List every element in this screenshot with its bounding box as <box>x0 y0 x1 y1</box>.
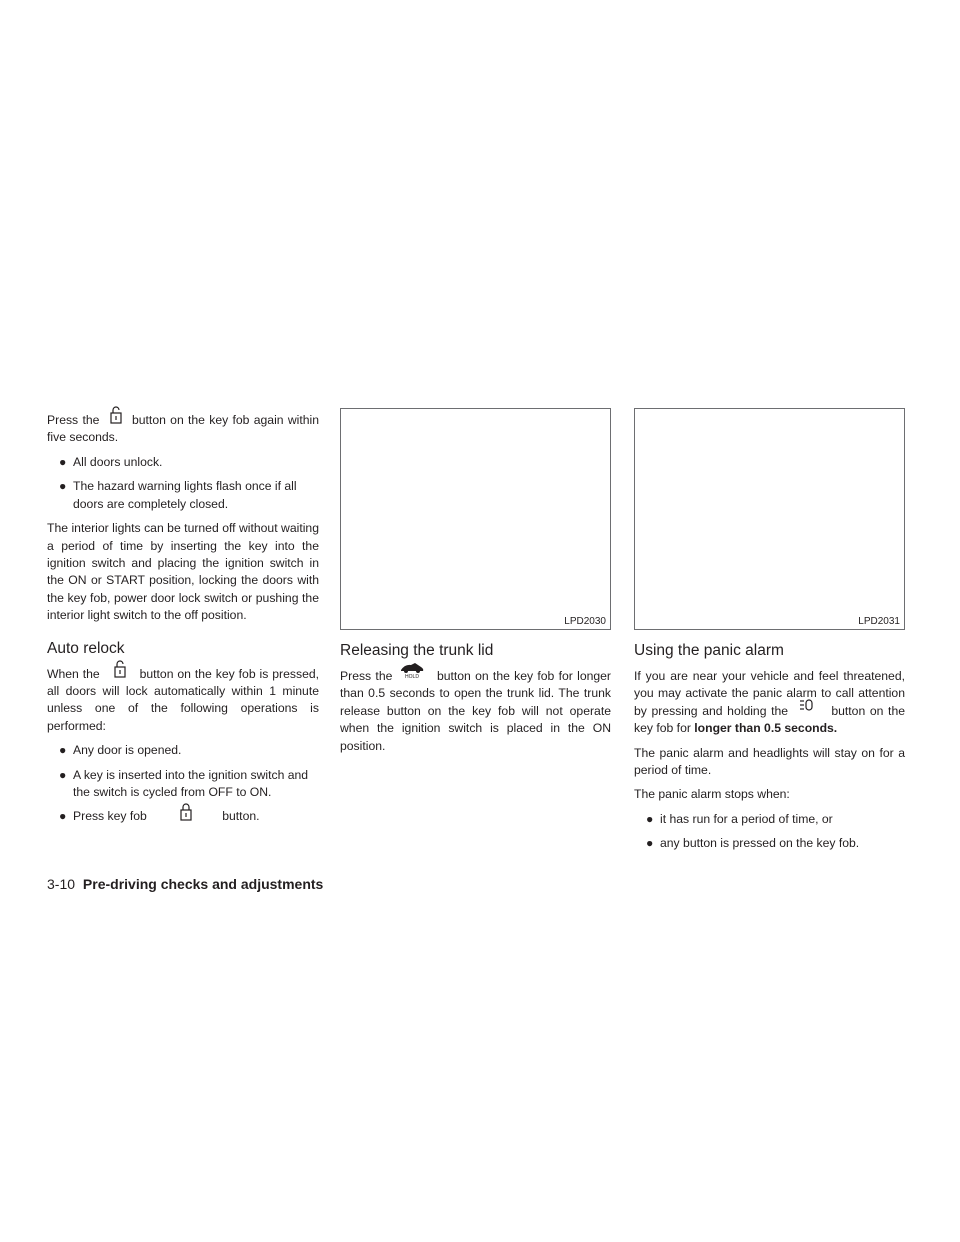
panic-figure <box>634 408 905 630</box>
trunk-lid-paragraph: Press the HOLD button on the key fob for longer than 0.5 seconds to open the trunk lid. The trunk release button on the key fob will not operate when the ignition switch is placed in the ON position. <box>340 668 611 755</box>
list-item: ● All doors unlock. <box>59 454 163 469</box>
unlock-paragraph: Press the button on the key fob again within five seconds. <box>47 412 319 447</box>
right-column <box>634 408 905 860</box>
list-item: ● it has run for a period of time, or <box>646 811 833 826</box>
figure-label: LPD2030 <box>564 616 606 627</box>
auto-relock-heading: Auto relock <box>47 639 125 657</box>
panic-alarm-paragraph: If you are near your vehicle and feel threatened, you may activate the panic alarm to call attention by pressing and holding the button on the key fob for longer than 0.5 seconds. <box>634 669 905 736</box>
relock-conditions-list <box>47 742 319 826</box>
panic-stops-paragraph: The panic alarm stops when: <box>634 787 790 802</box>
unlock-icon <box>114 660 126 683</box>
list-item: ● The hazard warning lights flash once if all doors are completely closed. <box>59 479 297 511</box>
unlock-results-list <box>47 454 319 513</box>
figure-label: LPD2031 <box>858 616 900 627</box>
left-column <box>47 412 319 833</box>
trunk-lid-heading: Releasing the trunk lid <box>340 642 494 659</box>
unlock-icon <box>110 406 122 429</box>
page-number: 3-10 <box>47 876 76 892</box>
lock-icon <box>180 803 192 826</box>
panic-stop-list <box>634 811 905 853</box>
panic-alarm-heading: Using the panic alarm <box>634 642 784 659</box>
trunk-icon <box>399 661 425 684</box>
list-item: ● A key is inserted into the ignition switch and the switch is cycled from OFF to ON. <box>59 767 309 800</box>
middle-column <box>340 408 611 762</box>
interior-lights-paragraph: The interior lights can be turned off without waiting a period of time by inserting the key into the ignition switch and placing the ignition switch in the ON or START position, locking the doors with the key fob, power door lock switch or pushing the interior light switch to the off position. <box>47 521 319 623</box>
list-item: ● Any door is opened. <box>59 743 182 758</box>
page-footer <box>47 876 323 892</box>
list-item: ● any button is pressed on the key fob. <box>646 836 860 851</box>
auto-relock-paragraph: When the button on the key fob is pressed, all doors will lock automatically within 1 minute unless one of the following operations is performed: <box>47 666 319 736</box>
panic-duration-paragraph: The panic alarm and headlights will stay on for a period of time. <box>634 745 905 778</box>
section-title: Pre-driving checks and adjustments <box>82 876 324 892</box>
svg-text:HOLD: HOLD <box>404 674 419 680</box>
list-item: ● Press key fob button. <box>47 808 319 825</box>
panic-icon <box>799 697 817 718</box>
trunk-figure <box>340 408 611 630</box>
